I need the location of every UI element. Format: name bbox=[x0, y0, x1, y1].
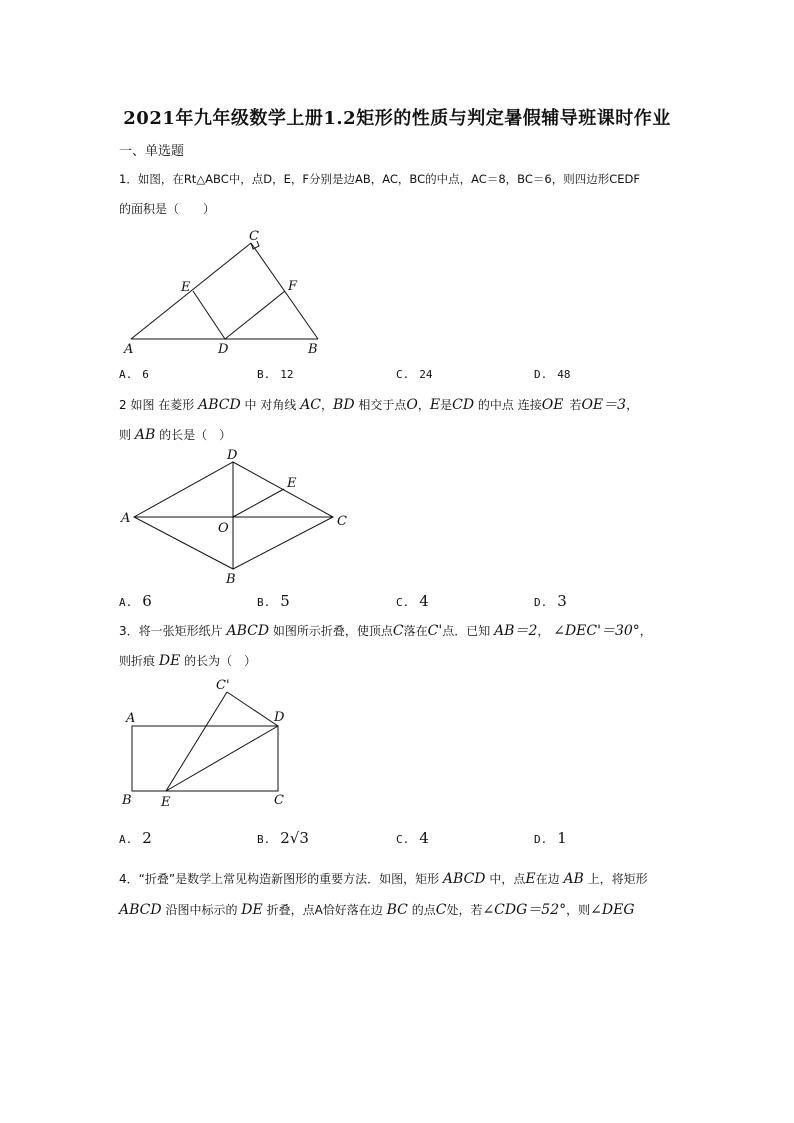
q3-label-C-prime: C' bbox=[216, 678, 230, 693]
q2-option-a[interactable]: A. 6 bbox=[119, 592, 152, 610]
q2-label-D: D bbox=[227, 448, 238, 463]
q3-option-c[interactable]: C. 4 bbox=[396, 829, 429, 847]
q3-segment-EC-prime bbox=[166, 692, 227, 791]
q2-label-E: E bbox=[287, 476, 297, 491]
q2-option-c[interactable]: C. 4 bbox=[396, 592, 429, 610]
q1-label-E: E bbox=[181, 280, 191, 295]
q1-stem-line2: 的面积是（ ） bbox=[119, 202, 216, 216]
q1-label-C: C bbox=[249, 229, 259, 244]
q3-option-d[interactable]: D. 1 bbox=[534, 829, 567, 847]
q3-crease-DE bbox=[166, 726, 278, 791]
q4-stem-line1: 4．“折叠”是数学上常见构造新图形的重要方法．如图，矩形 ABCD 中，点E在边 AB 上，将矩形 bbox=[119, 871, 648, 887]
q3-label-A: A bbox=[126, 711, 136, 726]
q2-label-A: A bbox=[121, 511, 131, 526]
q3-stem-line1: 3．将一张矩形纸片 ABCD 如图所示折叠，使顶点C落在C'点．已知 AB＝2， ∠DEC'＝30°， bbox=[119, 623, 652, 639]
q3-option-b[interactable]: B. 2√3 bbox=[257, 829, 309, 847]
q3-rectangle-ABCD bbox=[132, 726, 278, 791]
q1-stem-line1: 1．如图，在Rt△ABC中，点D，E，F分别是边AB，AC，BC的中点，AC＝8，BC＝6，则四边形CEDF bbox=[119, 172, 640, 186]
q1-option-a[interactable]: A. 6 bbox=[119, 368, 149, 381]
q3-label-D: D bbox=[274, 710, 285, 725]
q2-label-O: O bbox=[218, 521, 229, 536]
q1-option-d[interactable]: D. 48 bbox=[534, 368, 571, 381]
document-title: 2021年九年级数学上册1.2矩形的性质与判定暑假辅导班课时作业 bbox=[123, 108, 671, 129]
q1-label-A: A bbox=[124, 342, 134, 357]
q2-label-B: B bbox=[226, 572, 236, 587]
q3-option-a[interactable]: A. 2 bbox=[119, 829, 152, 847]
q4-stem-line2: ABCD 沿图中标示的 DE 折叠，点A恰好落在边 BC 的点C处，若∠CDG＝52°，则∠DEG bbox=[119, 902, 635, 918]
q1-label-B: B bbox=[308, 342, 318, 357]
q3-segment-C-prime-D bbox=[227, 692, 278, 726]
q1-option-c[interactable]: C. 24 bbox=[396, 368, 433, 381]
q2-option-b[interactable]: B. 5 bbox=[257, 592, 290, 610]
q2-label-C: C bbox=[337, 514, 347, 529]
q3-label-B: B bbox=[122, 793, 132, 808]
q2-stem-line1: 2 如图 在菱形 ABCD 中 对角线 AC，BD 相交于点O，E是CD 的中点 连接OE 若OE＝3， bbox=[119, 397, 639, 413]
q3-label-C: C bbox=[274, 793, 284, 808]
q1-label-D: D bbox=[218, 342, 229, 357]
q3-stem-line2: 则折痕 DE 的长为（ ） bbox=[119, 653, 257, 669]
q2-option-d[interactable]: D. 3 bbox=[534, 592, 567, 610]
q1-option-b[interactable]: B. 12 bbox=[257, 368, 294, 381]
q1-label-F: F bbox=[288, 279, 298, 294]
q3-label-E: E bbox=[161, 795, 171, 810]
section-heading: 一、单选题 bbox=[119, 144, 185, 159]
q2-stem-line2: 则 AB 的长是（ ） bbox=[119, 427, 232, 443]
